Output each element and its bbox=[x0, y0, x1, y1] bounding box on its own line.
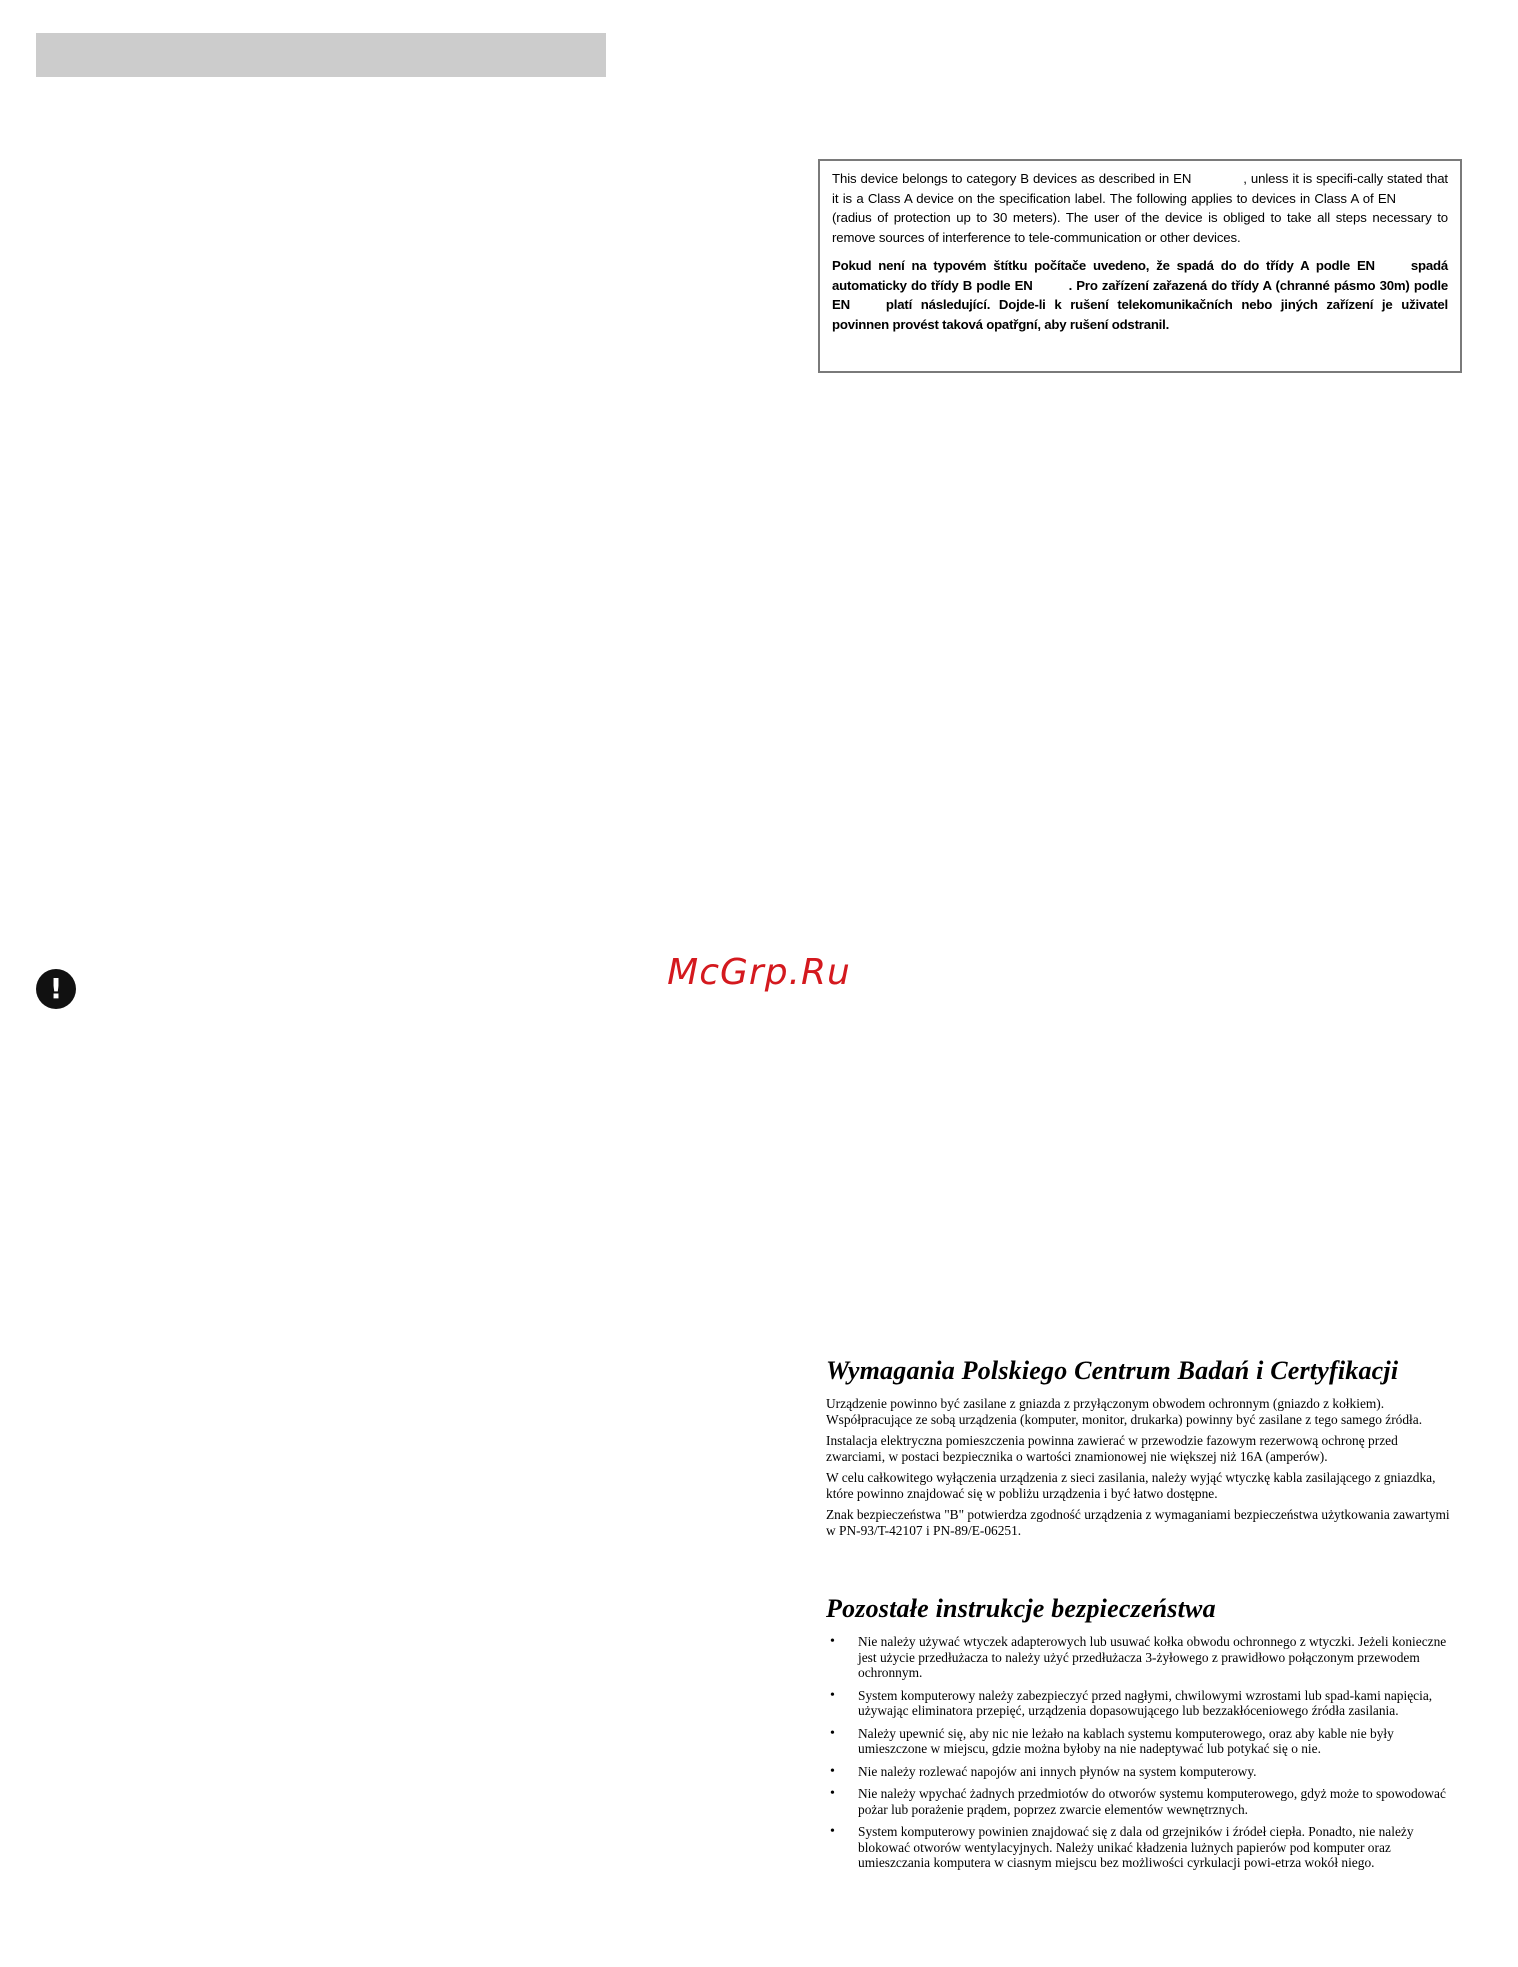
list-item bbox=[826, 1634, 1456, 1681]
polish-requirements-title: Wymagania Polskiego Centrum Badań i Certyfikacji bbox=[826, 1356, 1399, 1385]
notice-en-text-1: This device belongs to category B devices as described in EN bbox=[832, 171, 1192, 186]
bullet-icon: • bbox=[830, 1687, 835, 1703]
notice-cz-text-2: spadá automaticky do třídy B podle EN bbox=[832, 258, 1448, 293]
emc-notice-box bbox=[818, 159, 1462, 373]
list-item bbox=[826, 1764, 1456, 1780]
list-item-text: Należy upewnić się, aby nic nie leżało na kablach systemu komputerowego, oraz aby kable nie były umieszczone w miejscu, gdzie można byłoby na nie nadeptywać lub potykać się o nie. bbox=[858, 1725, 1394, 1756]
polish-requirements-section bbox=[826, 1356, 1456, 1544]
bullet-icon: • bbox=[830, 1763, 835, 1779]
requirements-paragraph: Urządzenie powinno być zasilane z gniazda z przyłączonym obwodem ochronnym (gniazdo z kołkiem). Współpracujące ze sobą urządzenia (komputer, monitor, drukarka) powinny być zasilane z tego samego źródła. bbox=[826, 1396, 1423, 1427]
requirements-paragraph: Instalacja elektryczna pomieszczenia powinna zawierać w przewodzie fazowym rezerwową ochronę przed zwarciami, w postaci bezpiecznika o wartości znamionowej nie większej niż 16A (amperów). bbox=[826, 1433, 1398, 1464]
list-item-text: System komputerowy należy zabezpieczyć przed nagłymi, chwilowymi wzrostami lub spad-kami napięcia, używając eliminatora przepięć, urządzenia dopasowującego lub bezzakłóceniowego źródła zasilania. bbox=[858, 1687, 1433, 1718]
section-header-bar bbox=[36, 33, 606, 77]
emc-notice-czech bbox=[832, 256, 1448, 334]
watermark: McGrp.Ru bbox=[667, 952, 851, 993]
notice-cz-text-4: platí následující. Dojde-li k rušení telekomunikačních nebo jiných zařízení je uživatel povinnen provést taková opatřgní, aby rušení odstranil. bbox=[832, 297, 1448, 332]
list-item-text: Nie należy rozlewać napojów ani innych płynów na system komputerowy. bbox=[858, 1763, 1257, 1779]
notice-cz-text-3: . Pro zařízení zařazená do třídy A (chranné pásmo 30m) podle EN bbox=[832, 277, 1448, 312]
emc-notice-english bbox=[832, 169, 1448, 247]
list-item bbox=[826, 1726, 1456, 1757]
notice-en-text-2: , unless it is specifi-cally stated that it is a Class A device on the specification label. The following applies to devices in Class A of EN bbox=[832, 171, 1448, 206]
requirements-paragraph: Znak bezpieczeństwa "B" potwierdza zgodność urządzenia z wymaganiami bezpieczeństwa użytkowania zawartymi w PN-93/T-42107 i PN-89/E-06251. bbox=[826, 1507, 1450, 1538]
bullet-icon: • bbox=[830, 1725, 835, 1741]
safety-instructions-list bbox=[826, 1634, 1456, 1871]
bullet-icon: • bbox=[830, 1786, 835, 1801]
list-item-text: System komputerowy powinien znajdować się z dala od grzejników i źródeł ciepła. Ponadto, nie należy blokować otworów wentylacyjnych. Należy unikać kładzenia lużnych papierów pod komputer oraz umieszczania komputera w ciasnym miejscu bez możliwości cyrkulacji powi-etrza wokół niego. bbox=[858, 1824, 1414, 1870]
list-item-text: Nie należy używać wtyczek adapterowych lub usuwać kołka obwodu ochronnego z wtyczki. Jeżeli konieczne jest użycie przedłużacza to należy użyć przedłużacza 3-żyłowego z prawidłowo połączonym przewodem ochronnym. bbox=[858, 1634, 1447, 1680]
bullet-icon: • bbox=[830, 1634, 835, 1649]
list-item bbox=[826, 1786, 1456, 1817]
notice-en-text-3: (radius of protection up to 30 meters). The user of the device is obliged to take all steps necessary to remove sources of interference to tele-communication or other devices. bbox=[832, 210, 1448, 245]
other-safety-section bbox=[826, 1594, 1456, 1878]
requirements-paragraph: W celu całkowitego wyłączenia urządzenia z sieci zasilania, należy wyjąć wtyczkę kabla zasilającego z gniazdka, które powinno znajdować się w pobliżu urządzenia i być łatwo dostępne. bbox=[826, 1470, 1436, 1501]
bullet-icon: • bbox=[830, 1824, 835, 1839]
notice-cz-text-1: Pokud není na typovém štítku počítače uvedeno, že spadá do do třídy A podle EN bbox=[832, 258, 1375, 273]
list-item bbox=[826, 1824, 1456, 1871]
exclamation-icon: ! bbox=[36, 969, 76, 1009]
list-item-text: Nie należy wpychać żadnych przedmiotów do otworów systemu komputerowego, gdyż może to spowodować pożar lub porażenie prądem, poprzez zwarcie elementów wewnętrznych. bbox=[858, 1786, 1446, 1817]
other-safety-title: Pozostałe instrukcje bezpieczeństwa bbox=[826, 1594, 1216, 1623]
list-item bbox=[826, 1688, 1456, 1719]
